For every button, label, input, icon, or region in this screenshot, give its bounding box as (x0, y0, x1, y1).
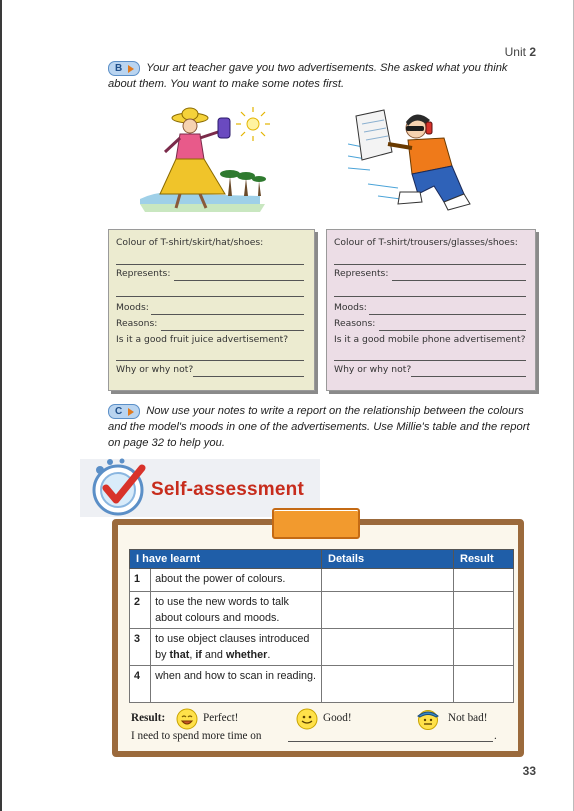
answer-line[interactable] (392, 280, 526, 281)
section-c-text: Now use your notes to write a report on the relationship between the colours and the model's moods in one of the advertisements. Use Millie's table and the report on page 32 to help you. (108, 405, 530, 449)
play-arrow-icon (128, 65, 134, 73)
answer-line[interactable] (174, 280, 304, 281)
notes-reasons-prompt: Reasons: (116, 318, 158, 329)
table-row (130, 569, 514, 592)
answer-line[interactable] (193, 376, 304, 377)
row-text-part: to use object clauses introduced by (155, 633, 310, 661)
mobile-phone-notes-box (326, 229, 536, 391)
notes-good-ad-prompt: Is it a good mobile phone advertisement? (334, 334, 526, 345)
section-b-instruction (108, 60, 538, 92)
answer-line[interactable] (161, 330, 304, 331)
notes-moods-prompt: Moods: (116, 302, 149, 313)
row-number: 2 (130, 592, 151, 629)
answer-line[interactable] (116, 264, 304, 265)
row-text-part: . (267, 649, 271, 661)
details-cell[interactable] (322, 666, 454, 703)
section-c-instruction (108, 403, 538, 451)
table-header-row (130, 550, 514, 569)
notes-reasons-prompt: Reasons: (334, 318, 376, 329)
unit-label (505, 45, 536, 59)
notes-represents-prompt: Represents: (334, 268, 389, 279)
notes-why-prompt: Why or why not? (116, 364, 194, 375)
row-number: 4 (130, 666, 151, 703)
notes-why-prompt: Why or why not? (334, 364, 412, 375)
answer-line[interactable] (334, 264, 526, 265)
answer-line[interactable] (379, 330, 526, 331)
keyword-whether: whether (225, 649, 268, 661)
self-assessment-table (129, 549, 514, 703)
fruit-juice-notes-box (108, 229, 315, 391)
section-c-letter: C (115, 405, 123, 417)
section-c-badge (108, 404, 140, 419)
row-number: 3 (130, 629, 151, 666)
notes-represents-prompt: Represents: (116, 268, 171, 279)
details-cell[interactable] (322, 592, 454, 629)
answer-line[interactable] (334, 360, 526, 361)
details-cell[interactable] (322, 629, 454, 666)
spend-more-time-text: I need to spend more time on (131, 730, 262, 742)
keyword-that: that (169, 649, 190, 661)
row-learnt-text: when and how to scan in reading. (151, 666, 322, 703)
notes-colour-prompt: Colour of T-shirt/skirt/hat/shoes: (116, 237, 264, 248)
result-perfect-label: Perfect! (203, 712, 239, 724)
page-left-edge (0, 0, 2, 811)
mobile-phone-ad-illustration (348, 104, 478, 216)
page-number: 33 (522, 764, 536, 778)
header-details: Details (322, 550, 454, 569)
answer-line[interactable] (116, 296, 304, 297)
details-cell[interactable] (322, 569, 454, 592)
good-smiley-icon[interactable] (296, 708, 318, 730)
self-assessment-title: Self-assessment (151, 479, 304, 500)
header-result: Result (454, 550, 514, 569)
spend-more-time-answer-line[interactable] (288, 741, 493, 742)
notes-colour-prompt: Colour of T-shirt/trousers/glasses/shoes: (334, 237, 518, 248)
result-cell[interactable] (454, 666, 514, 703)
answer-line[interactable] (334, 296, 526, 297)
result-cell[interactable] (454, 629, 514, 666)
result-cell[interactable] (454, 569, 514, 592)
fruit-juice-ad-illustration (140, 104, 270, 216)
section-b-text: Your art teacher gave you two advertisements. She asked what you think about them. You want to make some notes first. (108, 62, 508, 90)
not-bad-face-icon[interactable] (416, 708, 440, 730)
unit-word: Unit (504, 45, 526, 59)
notes-moods-prompt: Moods: (334, 302, 367, 313)
keyword-if: if (195, 649, 202, 661)
result-good-label: Good! (323, 712, 352, 724)
row-learnt-text (151, 629, 322, 666)
table-row (130, 629, 514, 666)
answer-line[interactable] (116, 360, 304, 361)
table-row (130, 592, 514, 629)
row-number: 1 (130, 569, 151, 592)
row-text-part: , (189, 649, 196, 661)
result-not-bad-label: Not bad! (448, 712, 488, 724)
answer-line[interactable] (369, 314, 526, 315)
perfect-smiley-icon[interactable] (176, 708, 198, 730)
result-cell[interactable] (454, 592, 514, 629)
section-b-badge (108, 61, 140, 76)
play-arrow-icon (128, 408, 134, 416)
board-tab (272, 508, 360, 539)
table-row (130, 666, 514, 703)
unit-number: 2 (529, 45, 536, 59)
row-learnt-text: to use the new words to talk about colours and moods. (151, 592, 322, 629)
result-label: Result: (131, 712, 166, 724)
header-i-have-learnt: I have learnt (130, 550, 322, 569)
notes-good-ad-prompt: Is it a good fruit juice advertisement? (116, 334, 289, 345)
answer-line[interactable] (411, 376, 526, 377)
row-learnt-text: about the power of colours. (151, 569, 322, 592)
row-text-part: and (201, 649, 226, 661)
spend-more-time-period: . (494, 730, 497, 742)
checkmark-badge-icon (86, 456, 150, 520)
section-b-letter: B (115, 62, 123, 74)
answer-line[interactable] (151, 314, 304, 315)
